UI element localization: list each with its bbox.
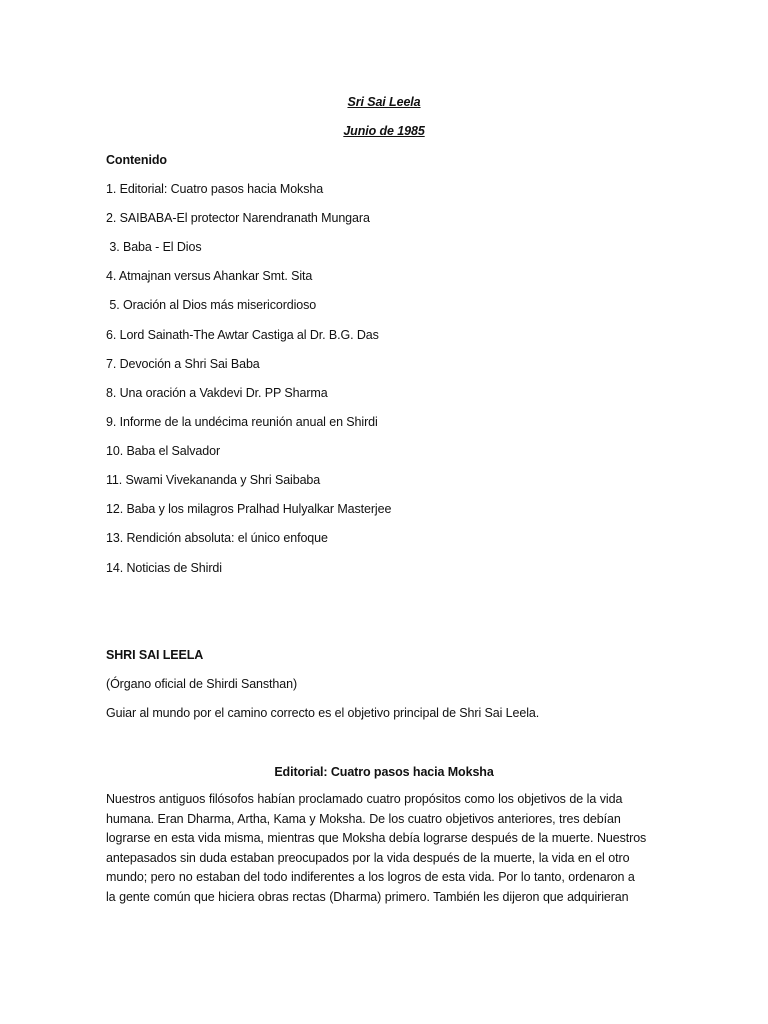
contents-item: 7. Devoción a Shri Sai Baba	[106, 357, 260, 371]
editorial-line: la gente común que hiciera obras rectas (Dharma) primero. También les dijeron que adquirieran	[106, 889, 629, 904]
contents-item: 5. Oración al Dios más misericordioso	[106, 298, 317, 312]
document-date: Junio de 1985	[343, 124, 425, 138]
contents-item: 3. Baba - El Dios	[106, 240, 202, 254]
editorial-line: antepasados sin duda estaban preocupados por la vida después de la muerte, la vida en el otro	[106, 850, 630, 865]
contents-item: 12. Baba y los milagros Pralhad Hulyalkar Masterjee	[106, 502, 392, 516]
contents-item: 14. Noticias de Shirdi	[106, 561, 222, 575]
contents-item: 11. Swami Vivekananda y Shri Saibaba	[106, 473, 321, 487]
contents-item: 10. Baba el Salvador	[106, 444, 221, 458]
document-title: Sri Sai Leela	[347, 95, 421, 109]
contents-item: 6. Lord Sainath-The Awtar Castiga al Dr. B.G. Das	[106, 328, 379, 342]
editorial-body	[106, 790, 647, 908]
editorial-line: humana. Eran Dharma, Artha, Kama y Moksha. De los cuatro objetivos anteriores, tres debían	[106, 811, 621, 826]
editorial-line: mundo; pero no estaban del todo indiferentes a los logros de esta vida. Por lo tanto, ordenaron a	[106, 870, 635, 885]
masthead-name: SHRI SAI LEELA	[106, 648, 204, 662]
contents-item: 1. Editorial: Cuatro pasos hacia Moksha	[106, 182, 324, 196]
editorial-line: lograrse en esta vida misma, mientras que Moksha debía lograrse después de la muerte. Nuestros	[106, 831, 647, 846]
editorial-heading: Editorial: Cuatro pasos hacia Moksha	[274, 765, 494, 779]
masthead-mission: Guiar al mundo por el camino correcto es el objetivo principal de Shri Sai Leela.	[106, 706, 540, 720]
masthead-organ: (Órgano oficial de Shirdi Sansthan)	[106, 677, 298, 691]
contents-item: 13. Rendición absoluta: el único enfoque	[106, 531, 328, 545]
contents-item: 8. Una oración a Vakdevi Dr. PP Sharma	[106, 386, 328, 400]
contents-heading: Contenido	[106, 153, 167, 167]
contents-item: 2. SAIBABA-El protector Narendranath Mungara	[106, 211, 370, 225]
editorial-line: Nuestros antiguos filósofos habían proclamado cuatro propósitos como los objetivos de la vida	[106, 792, 623, 806]
contents-item: 9. Informe de la undécima reunión anual en Shirdi	[106, 415, 378, 429]
contents-item: 4. Atmajnan versus Ahankar Smt. Sita	[106, 269, 313, 283]
